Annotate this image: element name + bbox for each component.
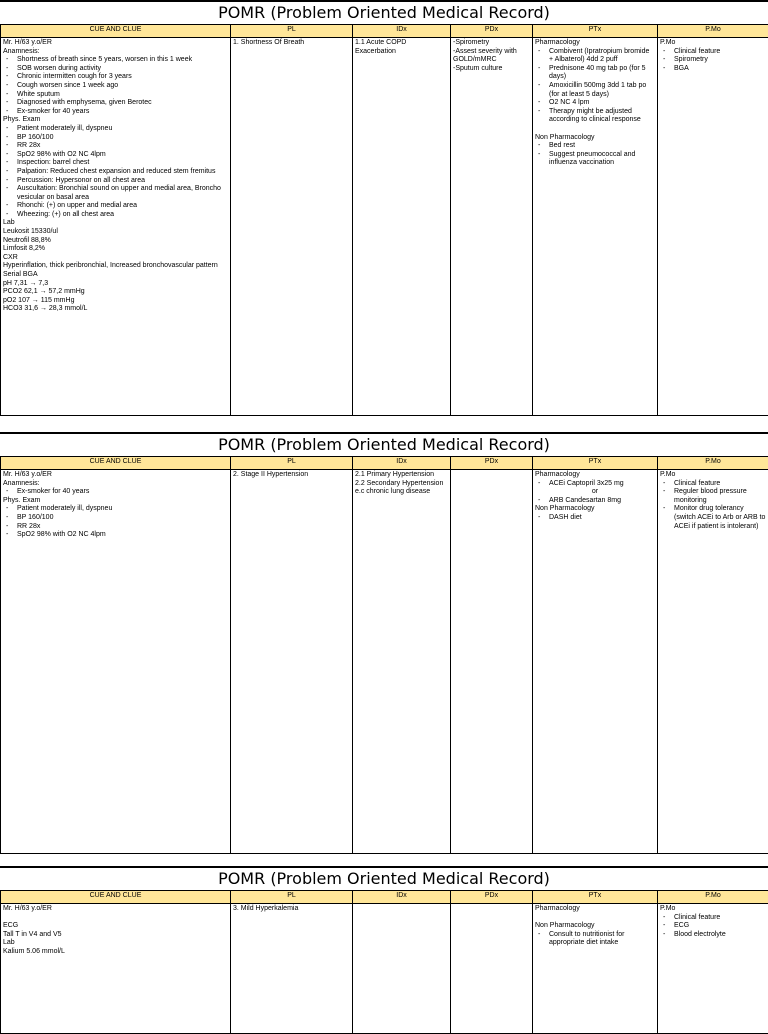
- text-line: -Spirometry: [453, 39, 530, 48]
- list-item: - Consult to nutritionist for appropriate diet intake: [549, 931, 655, 948]
- list-item: - Palpation: Reduced chest expansion and reduced stem fremitus: [17, 168, 228, 177]
- list-item: - Reguler blood pressure monitoring: [674, 488, 766, 505]
- content-row: [1, 904, 768, 1034]
- text-line: 3. Mild Hyperkalemia: [233, 905, 350, 914]
- list-item: - Ex-smoker for 40 years: [17, 488, 228, 497]
- text-line: -Sputum culture: [453, 65, 530, 74]
- pdx-cell: [451, 38, 533, 416]
- list-item: - RR 28x: [17, 142, 228, 151]
- list-item: - Spirometry: [674, 56, 766, 65]
- pdx-cell: [451, 904, 533, 1034]
- list-item: - Rhonchi: (+) on upper and medial area: [17, 202, 228, 211]
- text-line: Non Pharmacology: [535, 134, 655, 143]
- list-item: - Percussion: Hypersonor on all chest area: [17, 177, 228, 186]
- text-line: Mr. H/63 y.o/ER: [3, 471, 228, 480]
- text-line: Anamnesis:: [3, 480, 228, 489]
- text-line: P.Mo: [660, 471, 766, 480]
- text-line: -Assest severity with GOLD/mMRC: [453, 48, 530, 65]
- text-line: Pharmacology: [535, 471, 655, 480]
- list-item: - RR 28x: [17, 523, 228, 532]
- idx-cell: [353, 470, 451, 854]
- pmo-cell: [658, 38, 768, 416]
- text-line: or: [535, 488, 655, 497]
- list-item: - Clinical feature: [674, 480, 766, 489]
- content-row: [1, 38, 768, 416]
- list-item: - Clinical feature: [674, 48, 766, 57]
- list-item: - SOB worsen during activity: [17, 65, 228, 74]
- header-cue-and-clue: CUE AND CLUE: [1, 25, 231, 38]
- header-pdx: PDx: [451, 25, 533, 38]
- text-line: Tall T in V4 and V5: [3, 931, 228, 940]
- text-line: Limfosit 8,2%: [3, 245, 228, 254]
- text-line: Mr. H/63 y.o/ER: [3, 39, 228, 48]
- list-item: - Cough worsen since 1 week ago: [17, 82, 228, 91]
- list-item: - ECG: [674, 922, 766, 931]
- bullet-list: [660, 480, 766, 532]
- text-line: ECG: [3, 922, 228, 931]
- bullet-list: [3, 125, 228, 220]
- bullet-list: [535, 48, 655, 125]
- bullet-list: [3, 505, 228, 539]
- pomr-sheet-1: [0, 0, 768, 416]
- text-line: Mr. H/63 y.o/ER: [3, 905, 228, 914]
- idx-cell: [353, 904, 451, 1034]
- text-line: Pharmacology: [535, 905, 655, 914]
- bullet-list: [535, 480, 655, 489]
- text-line: Anamnesis:: [3, 48, 228, 57]
- text-line: 1.1 Acute COPD Exacerbation: [355, 39, 448, 56]
- bullet-list: [535, 497, 655, 506]
- list-item: - Ex-smoker for 40 years: [17, 108, 228, 117]
- cue-cell: [1, 904, 231, 1034]
- ptx-cell: [533, 904, 658, 1034]
- sheet-title: POMR (Problem Oriented Medical Record): [0, 434, 768, 456]
- header-row: [1, 891, 768, 904]
- bullet-list: [3, 488, 228, 497]
- text-line: Lab: [3, 939, 228, 948]
- pomr-table: [0, 456, 768, 854]
- bullet-list: [660, 48, 766, 74]
- pl-cell: [231, 38, 353, 416]
- bullet-list: [660, 914, 766, 940]
- text-line: Non Pharmacology: [535, 922, 655, 931]
- pmo-cell: [658, 470, 768, 854]
- ptx-cell: [533, 470, 658, 854]
- header-pl: PL: [231, 457, 353, 470]
- blank-line: [3, 914, 228, 923]
- list-item: - Clinical feature: [674, 914, 766, 923]
- text-line: Phys. Exam: [3, 116, 228, 125]
- pomr-sheet-2: [0, 432, 768, 854]
- pomr-sheet-3: [0, 866, 768, 1034]
- bullet-list: [3, 56, 228, 116]
- header-cue-and-clue: CUE AND CLUE: [1, 891, 231, 904]
- text-line: Phys. Exam: [3, 497, 228, 506]
- list-item: - Patient moderately ill, dyspneu: [17, 125, 228, 134]
- pomr-table: [0, 890, 768, 1034]
- header-pmo: P.Mo: [658, 457, 768, 470]
- cue-cell: [1, 38, 231, 416]
- content-row: [1, 470, 768, 854]
- text-line: PCO2 62,1 → 57,2 mmHg: [3, 288, 228, 297]
- list-item: - ACEi Captopril 3x25 mg: [549, 480, 655, 489]
- pl-cell: [231, 470, 353, 854]
- text-line: Leukosit 15330/ul: [3, 228, 228, 237]
- list-item: - Amoxicillin 500mg 3dd 1 tab po (for at least 5 days): [549, 82, 655, 99]
- list-item: - Combivent (Ipratropium bromide + Albaterol) 4dd 2 puff: [549, 48, 655, 65]
- pdx-cell: [451, 470, 533, 854]
- text-line: P.Mo: [660, 905, 766, 914]
- text-line: CXR: [3, 254, 228, 263]
- list-item: - Bed rest: [549, 142, 655, 151]
- header-pdx: PDx: [451, 457, 533, 470]
- header-ptx: PTx: [533, 25, 658, 38]
- text-line: Serial BGA: [3, 271, 228, 280]
- list-item: - Auscultation: Bronchial sound on upper and medial area, Broncho vesicular on basal area: [17, 185, 228, 202]
- text-line: Pharmacology: [535, 39, 655, 48]
- list-item: - White sputum: [17, 91, 228, 100]
- list-item: - SpO2 98% with O2 NC 4lpm: [17, 531, 228, 540]
- list-item: - O2 NC 4 lpm: [549, 99, 655, 108]
- header-pl: PL: [231, 891, 353, 904]
- sheet-title: POMR (Problem Oriented Medical Record): [0, 868, 768, 890]
- bullet-list: [535, 931, 655, 948]
- bullet-list: [535, 514, 655, 523]
- header-pdx: PDx: [451, 891, 533, 904]
- text-line: 2. Stage II Hypertension: [233, 471, 350, 480]
- pmo-cell: [658, 904, 768, 1034]
- list-item: - Monitor drug tolerancy (switch ACEi to Arb or ARB to ACEi if patient is intolerant): [674, 505, 766, 531]
- text-line: Neutrofil 88,8%: [3, 237, 228, 246]
- header-idx: IDx: [353, 891, 451, 904]
- list-item: - Patient moderately ill, dyspneu: [17, 505, 228, 514]
- bullet-list: [535, 142, 655, 168]
- header-idx: IDx: [353, 457, 451, 470]
- list-item: - Inspection: barrel chest: [17, 159, 228, 168]
- text-line: P.Mo: [660, 39, 766, 48]
- text-line: 1. Shortness Of Breath: [233, 39, 350, 48]
- sheet-title: POMR (Problem Oriented Medical Record): [0, 2, 768, 24]
- list-item: - Prednisone 40 mg tab po (for 5 days): [549, 65, 655, 82]
- cue-cell: [1, 470, 231, 854]
- text-line: Kalium 5.06 mmol/L: [3, 948, 228, 957]
- list-item: - Suggest pneumococcal and influenza vaccination: [549, 151, 655, 168]
- list-item: - Chronic intermitten cough for 3 years: [17, 73, 228, 82]
- text-line: 2.2 Secondary Hypertension e.c chronic lung disease: [355, 480, 448, 497]
- text-line: Hyperinflation, thick peribronchial, Increased bronchovascular pattern: [3, 262, 228, 271]
- header-ptx: PTx: [533, 457, 658, 470]
- header-idx: IDx: [353, 25, 451, 38]
- header-row: [1, 25, 768, 38]
- header-ptx: PTx: [533, 891, 658, 904]
- header-cue-and-clue: CUE AND CLUE: [1, 457, 231, 470]
- blank-line: [535, 125, 655, 134]
- list-item: - Shortness of breath since 5 years, worsen in this 1 week: [17, 56, 228, 65]
- pomr-table: [0, 24, 768, 416]
- header-pmo: P.Mo: [658, 891, 768, 904]
- text-line: HCO3 31,6 → 28,3 mmol/L: [3, 305, 228, 314]
- list-item: - DASH diet: [549, 514, 655, 523]
- text-line: Lab: [3, 219, 228, 228]
- list-item: - SpO2 98% with O2 NC 4lpm: [17, 151, 228, 160]
- pl-cell: [231, 904, 353, 1034]
- text-line: 2.1 Primary Hypertension: [355, 471, 448, 480]
- list-item: - BP 160/100: [17, 134, 228, 143]
- list-item: - ARB Candesartan 8mg: [549, 497, 655, 506]
- idx-cell: [353, 38, 451, 416]
- text-line: pO2 107 → 115 mmHg: [3, 297, 228, 306]
- list-item: - Wheezing: (+) on all chest area: [17, 211, 228, 220]
- header-pl: PL: [231, 25, 353, 38]
- list-item: - BP 160/100: [17, 514, 228, 523]
- list-item: - Therapy might be adjusted according to clinical response: [549, 108, 655, 125]
- list-item: - Diagnosed with emphysema, given Berotec: [17, 99, 228, 108]
- header-row: [1, 457, 768, 470]
- list-item: - BGA: [674, 65, 766, 74]
- ptx-cell: [533, 38, 658, 416]
- list-item: - Blood electrolyte: [674, 931, 766, 940]
- blank-line: [535, 914, 655, 923]
- text-line: Non Pharmacology: [535, 505, 655, 514]
- header-pmo: P.Mo: [658, 25, 768, 38]
- text-line: pH 7,31 → 7,3: [3, 280, 228, 289]
